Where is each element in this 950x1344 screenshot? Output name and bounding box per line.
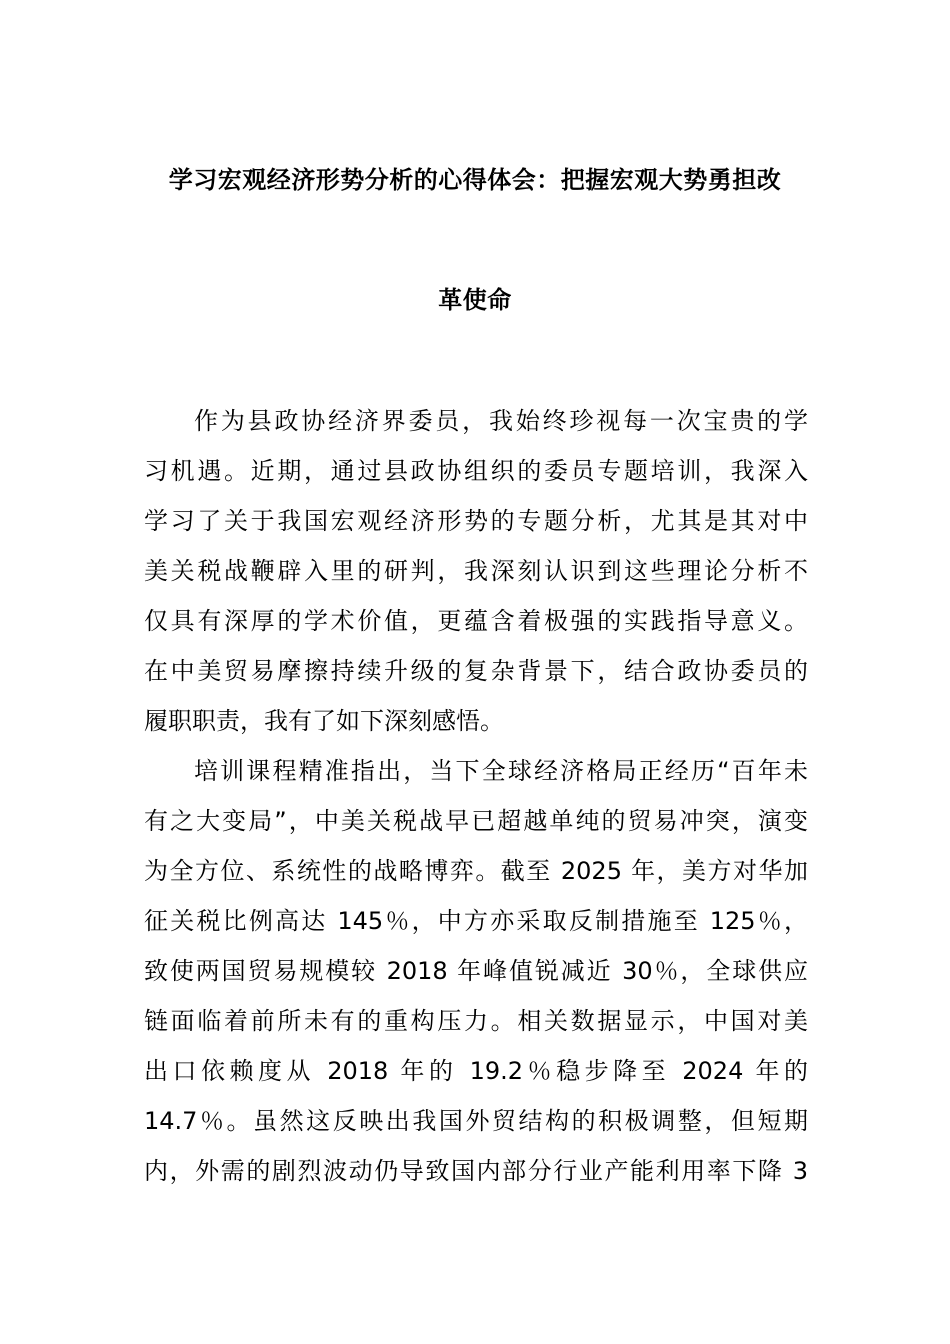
paragraph-line: 培训课程精准指出，当下全球经济格局正经历“百年未 [194,757,808,785]
paragraph-line: 作为县政协经济界委员，我始终珍视每一次宝贵的学 [194,407,808,435]
paragraph-line: 仅具有深厚的学术价值，更蕴含着极强的实践指导意义。 [144,607,808,635]
paragraph-line: 习机遇。近期，通过县政协组织的委员专题培训，我深入 [144,457,808,485]
paragraph-line: 美关税战鞭辟入里的研判，我深刻认识到这些理论分析不 [144,557,808,585]
paragraph-line: 征关税比例高达 145％，中方亦采取反制措施至 125％， [144,907,808,935]
paragraph-line: 14.7％。虽然这反映出我国外贸结构的积极调整，但短期 [144,1107,808,1135]
paragraph-2 [144,746,808,1196]
paragraph-line: 出口依赖度从 2018 年的 19.2％稳步降至 2024 年的 [144,1057,808,1085]
paragraph-line: 在中美贸易摩擦持续升级的复杂背景下，结合政协委员的 [144,657,808,685]
paragraph-line: 链面临着前所未有的重构压力。相关数据显示，中国对美 [144,1007,808,1035]
paragraph-line: 学习了关于我国宏观经济形势的专题分析，尤其是其对中 [144,507,808,535]
paragraph-line: 有之大变局”，中美关税战早已超越单纯的贸易冲突，演变 [144,807,808,835]
paragraph-line: 履职职责，我有了如下深刻感悟。 [144,707,504,735]
document-title-line-2: 革使命 [438,286,512,314]
paragraph-line: 内，外需的剧烈波动仍导致国内部分行业产能利用率下降 3 [144,1157,808,1185]
paragraph-line: 致使两国贸易规模较 2018 年峰值锐减近 30％，全球供应 [144,957,808,985]
paragraph-line: 为全方位、系统性的战略博弈。截至 2025 年，美方对华加 [144,857,808,885]
paragraph-1 [144,396,808,746]
document-title-line-1: 学习宏观经济形势分析的心得体会：把握宏观大势勇担改 [168,166,782,194]
